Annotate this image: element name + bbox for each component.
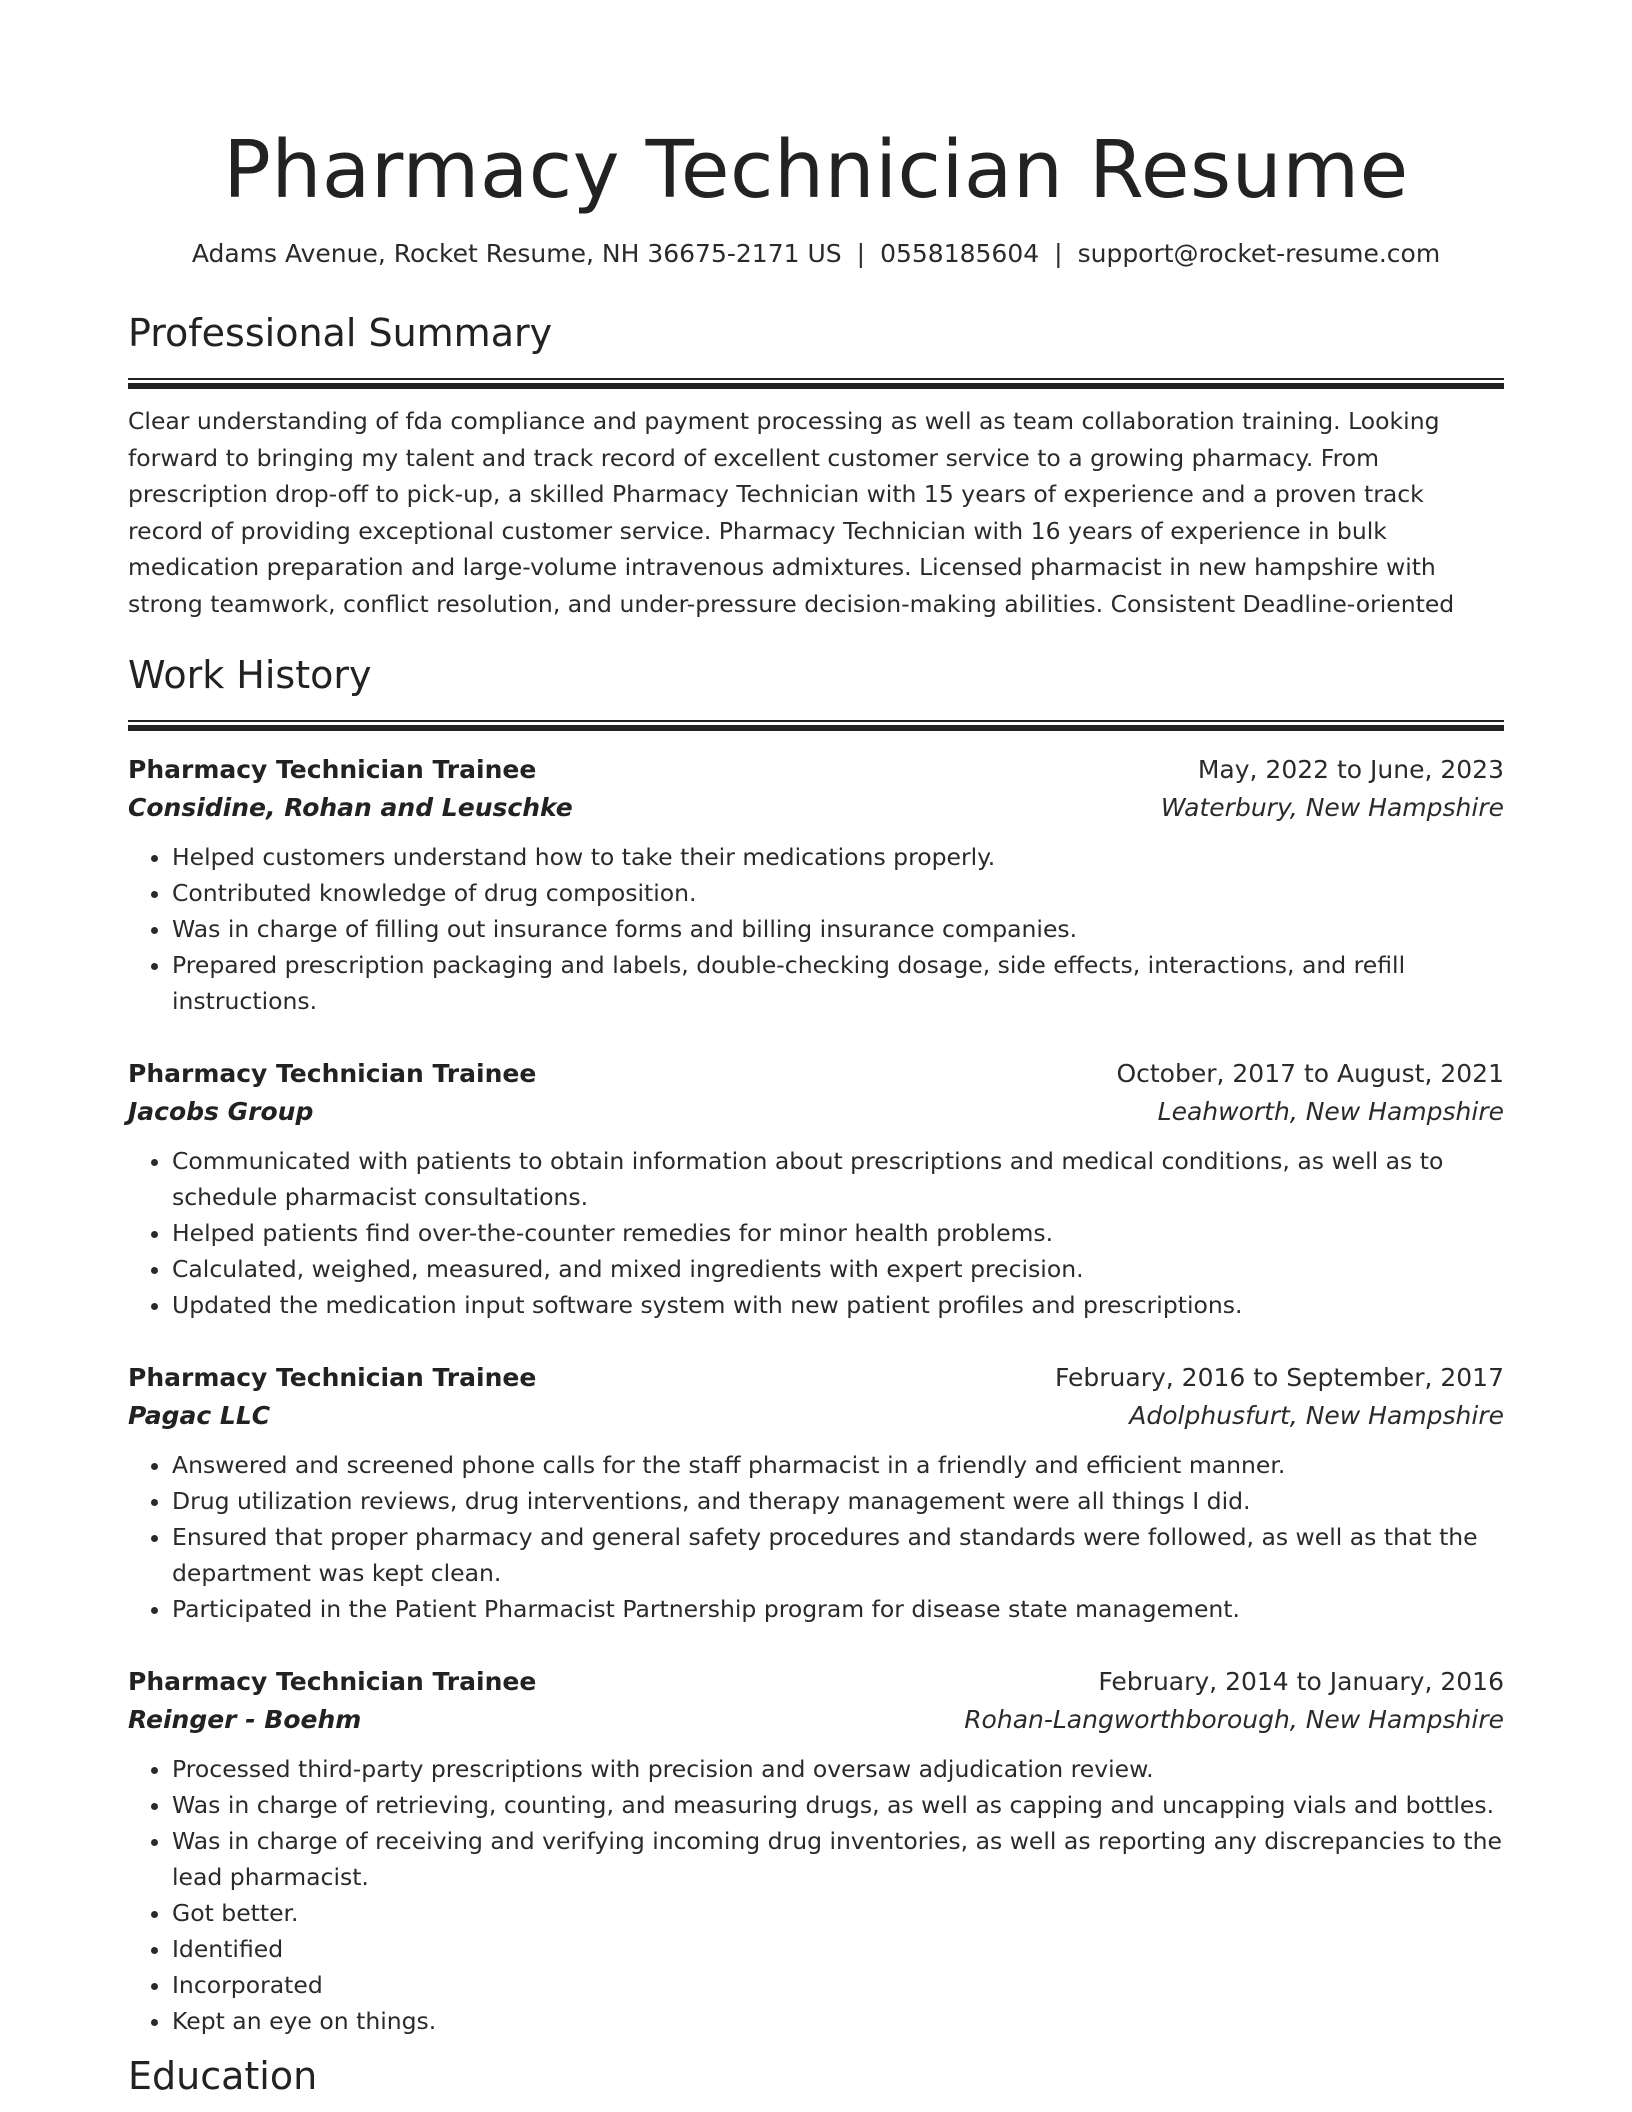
company-name: Reinger - Boehm (128, 1705, 362, 1734)
job-duties-list (128, 1143, 1504, 1323)
job-duties-list (128, 1447, 1504, 1627)
list-item: • Identified (172, 1931, 1504, 1967)
job-dates: February, 2014 to January, 2016 (1098, 1667, 1504, 1696)
company-name: Pagac LLC (128, 1401, 271, 1430)
contact-line (128, 236, 1504, 272)
job-location: Waterbury, New Hampshire (1160, 793, 1504, 822)
list-item: • Got better. (172, 1895, 1504, 1931)
education-heading: Education (128, 2054, 318, 2098)
list-item: • Was in charge of filling out insurance forms and billing insurance companies. (172, 911, 1504, 947)
resume-title: Pharmacy Technician Resume (223, 124, 1409, 216)
list-item: • Contributed knowledge of drug composition. (172, 875, 1504, 911)
summary-heading: Professional Summary (128, 311, 553, 355)
list-item: • Calculated, weighed, measured, and mixed ingredients with expert precision. (172, 1251, 1504, 1287)
company-name: Considine, Rohan and Leuschke (128, 793, 573, 822)
job-entry (128, 1359, 1504, 1627)
list-item: • Communicated with patients to obtain information about prescriptions and medical conditions, as well as to schedule pharmacist consultations. (172, 1143, 1504, 1215)
list-item: • Answered and screened phone calls for the staff pharmacist in a friendly and efficient manner. (172, 1447, 1504, 1483)
job-dates: May, 2022 to June, 2023 (1197, 755, 1504, 784)
section-divider (128, 378, 1504, 389)
list-item: • Kept an eye on things. (172, 2003, 1504, 2039)
contact-email: support@rocket-resume.com (1077, 239, 1441, 268)
job-title: Pharmacy Technician Trainee (128, 1363, 537, 1392)
list-item: • Was in charge of retrieving, counting, and measuring drugs, as well as capping and uncapping vials and bottles. (172, 1787, 1504, 1823)
list-item: • Drug utilization reviews, drug interventions, and therapy management were all things I did. (172, 1483, 1504, 1519)
job-title: Pharmacy Technician Trainee (128, 1667, 537, 1696)
job-duties-list (128, 1751, 1504, 2039)
list-item: • Processed third-party prescriptions with precision and oversaw adjudication review. (172, 1751, 1504, 1787)
section-divider (128, 720, 1504, 731)
job-location: Leahworth, New Hampshire (1157, 1097, 1504, 1126)
job-entry (128, 1055, 1504, 1323)
list-item: • Ensured that proper pharmacy and general safety procedures and standards were followed, as well as that the department was kept clean. (172, 1519, 1504, 1591)
job-entry (128, 1663, 1504, 2039)
job-location: Rohan-Langworthborough, New Hampshire (964, 1705, 1504, 1734)
list-item: • Was in charge of receiving and verifying incoming drug inventories, as well as reporting any discrepancies to the lead pharmacist. (172, 1823, 1504, 1895)
list-item: • Helped customers understand how to take their medications properly. (172, 839, 1504, 875)
summary-section (128, 308, 1504, 622)
job-title: Pharmacy Technician Trainee (128, 755, 537, 784)
company-name: Jacobs Group (128, 1097, 314, 1126)
job-dates: October, 2017 to August, 2021 (1116, 1059, 1504, 1088)
contact-address: Adams Avenue, Rocket Resume, NH 36675-2171 US (191, 239, 842, 268)
contact-separator: | (1054, 239, 1063, 268)
list-item: • Prepared prescription packaging and labels, double-checking dosage, side effects, interactions, and refill instructions. (172, 947, 1504, 1019)
list-item: • Helped patients find over-the-counter remedies for minor health problems. (172, 1215, 1504, 1251)
work-history-section (128, 650, 1504, 2039)
summary-text: Clear understanding of fda compliance and payment processing as well as team collaboration training. Looking forward to bringing my talent and track record of excellent customer service to a growing pharmacy. From prescription drop-off to pick-up, a skilled Pharmacy Technician with 15 years of experience and a proven track record of providing exceptional customer service. Pharmacy Technician with 16 years of experience in bulk medication preparation and large-volume intravenous admixtures. Licensed pharmacist in new hampshire with strong teamwork, conflict resolution, and under-pressure decision-making abilities. Consistent Deadline-oriented (128, 407, 1455, 618)
contact-separator: | (856, 239, 866, 268)
list-item: • Incorporated (172, 1967, 1504, 2003)
job-duties-list (128, 839, 1504, 1019)
job-entry (128, 751, 1504, 1019)
work-history-heading: Work History (128, 653, 372, 697)
job-location: Adolphusfurt, New Hampshire (1129, 1401, 1504, 1430)
job-title: Pharmacy Technician Trainee (128, 1059, 537, 1088)
list-item: • Participated in the Patient Pharmacist Partnership program for disease state management. (172, 1591, 1504, 1627)
job-dates: February, 2016 to September, 2017 (1055, 1363, 1504, 1392)
contact-phone: 0558185604 (880, 239, 1040, 268)
education-section (128, 2051, 1504, 2101)
list-item: • Updated the medication input software system with new patient profiles and prescriptions. (172, 1287, 1504, 1323)
